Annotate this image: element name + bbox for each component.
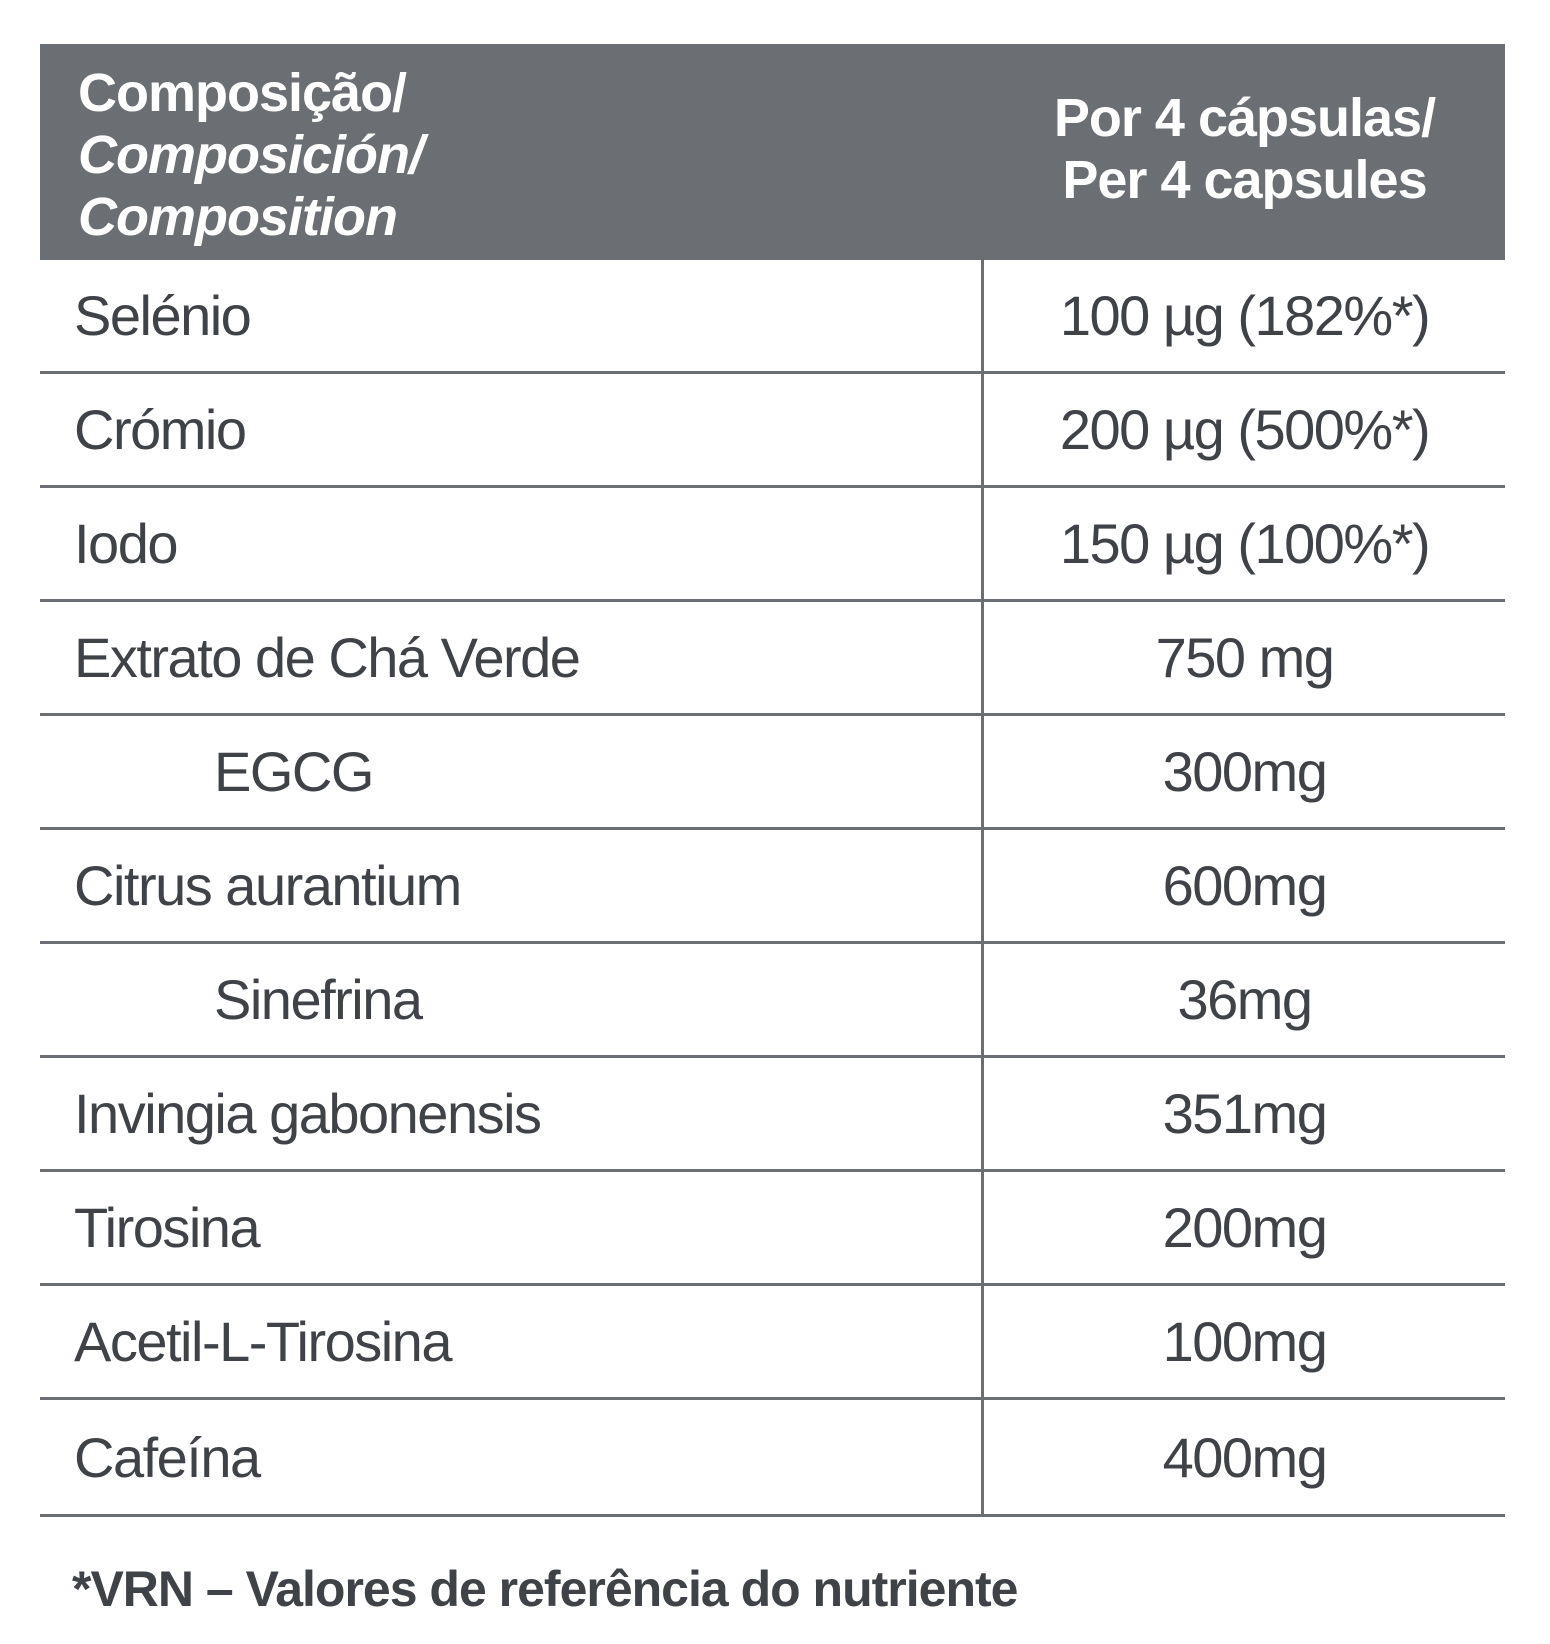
ingredient-name: Extrato de Chá Verde xyxy=(40,602,984,713)
ingredient-amount: 300mg xyxy=(1162,740,1327,803)
header-per-en: Per 4 capsules xyxy=(1062,150,1427,210)
ingredient-name: Citrus aurantium xyxy=(40,830,984,941)
table-row xyxy=(40,374,1505,488)
ingredient-name: Cafeína xyxy=(40,1400,984,1514)
header-per-capsules xyxy=(984,44,1505,260)
table-row xyxy=(40,1400,1505,1514)
table-header xyxy=(40,44,1505,260)
ingredient-name: EGCG xyxy=(40,716,984,827)
ingredient-amount: 150 µg (100%*) xyxy=(1059,512,1430,575)
table-row xyxy=(40,1286,1505,1400)
table-row xyxy=(40,260,1505,374)
ingredient-name: Invingia gabonensis xyxy=(40,1058,984,1169)
ingredient-name: Crómio xyxy=(40,374,984,485)
ingredient-amount: 600mg xyxy=(1162,854,1327,917)
header-composition-es: Composición/ xyxy=(78,125,424,185)
composition-table xyxy=(40,44,1505,1517)
table-row xyxy=(40,602,1505,716)
ingredient-name: Tirosina xyxy=(40,1172,984,1283)
ingredient-amount: 100mg xyxy=(1162,1310,1327,1373)
ingredient-amount: 400mg xyxy=(1162,1425,1327,1489)
ingredient-amount: 351mg xyxy=(1162,1082,1327,1145)
table-body xyxy=(40,260,1505,1517)
table-row xyxy=(40,488,1505,602)
table-row xyxy=(40,830,1505,944)
table-row xyxy=(40,1058,1505,1172)
table-row xyxy=(40,1172,1505,1286)
ingredient-name: Acetil-L-Tirosina xyxy=(40,1286,984,1397)
ingredient-name: Sinefrina xyxy=(40,944,984,1055)
ingredient-amount: 200 µg (500%*) xyxy=(1059,398,1430,461)
table-row xyxy=(40,944,1505,1058)
header-composition xyxy=(40,44,984,260)
ingredient-amount: 36mg xyxy=(1177,968,1312,1031)
header-composition-pt: Composição/ xyxy=(78,63,407,123)
ingredient-amount: 200mg xyxy=(1162,1196,1327,1259)
ingredient-name: Iodo xyxy=(40,488,984,599)
header-composition-en: Composition xyxy=(78,187,397,247)
footnote-vrn: *VRN – Valores de referência do nutriente xyxy=(72,1561,1018,1617)
ingredient-name: Selénio xyxy=(40,260,984,371)
ingredient-amount: 750 mg xyxy=(1155,626,1334,689)
table-row xyxy=(40,716,1505,830)
header-per-pt: Por 4 cápsulas/ xyxy=(1053,88,1436,148)
ingredient-amount: 100 µg (182%*) xyxy=(1059,284,1430,347)
